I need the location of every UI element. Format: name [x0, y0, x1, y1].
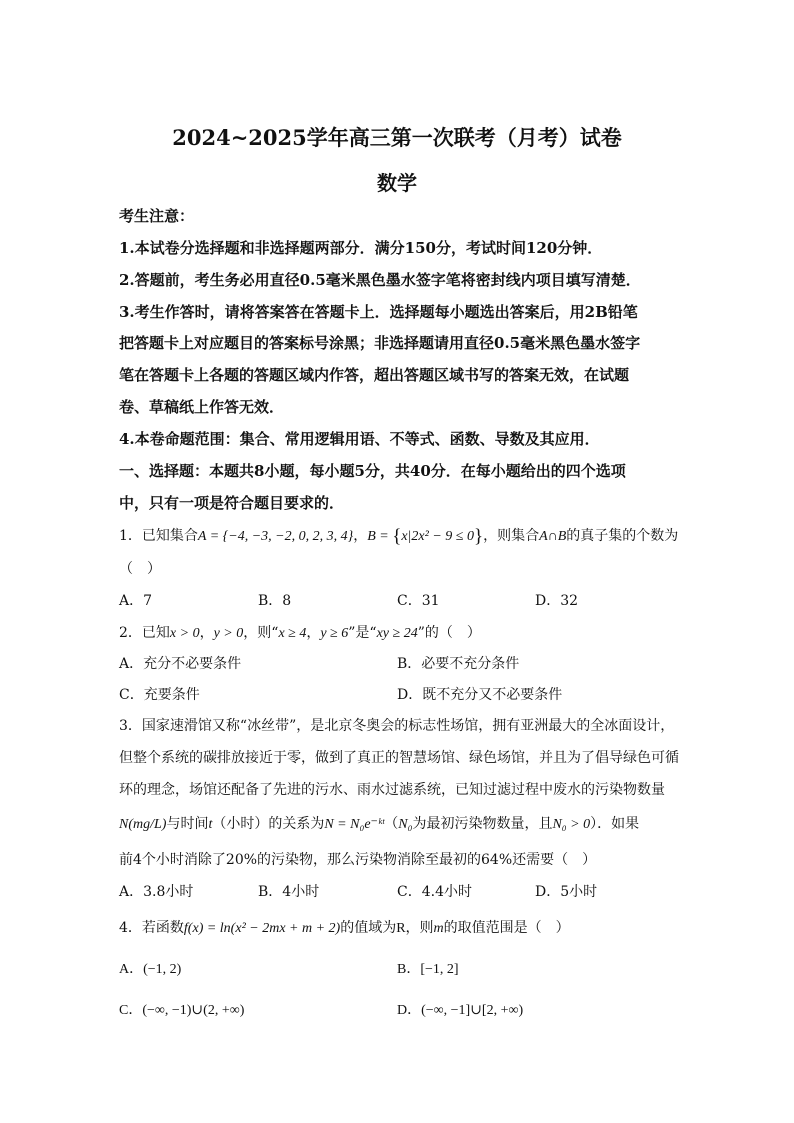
q3-text-b: （小时）的关系为 [212, 816, 325, 832]
section-heading-line-1: 一、选择题：本题共8小题，每小题5分，共40分．在每小题给出的四个选项 [119, 462, 626, 480]
notice-item-3-line-2: 把答题卡上对应题目的答案标号涂黑；非选择题请用直径0.5毫米黑色墨水签字 [119, 334, 641, 352]
q4-option-c: C．(−∞, −1)∪(2, +∞) [119, 1003, 245, 1018]
q2-cond-x4: x ≥ 4 [278, 626, 307, 641]
notice-heading: 考生注意： [119, 207, 195, 225]
q1-option-a: A．7 [119, 593, 153, 609]
q4-text-1: 4．若函数 [119, 920, 184, 936]
q1-set-b-body: x|2x² − 9 ≤ 0 [401, 529, 474, 544]
q3-line-3: 环的理念，场馆还配备了先进的污水、雨水过滤系统，已知过滤过程中废水的污染物数量 [119, 782, 665, 798]
question-1 [119, 526, 678, 547]
notice-item-3-line-1: 3.考生作答时，请将答案答在答题卡上．选择题每小题选出答案后，用2B铅笔 [119, 303, 638, 321]
q2-cond-x: x > 0 [169, 626, 200, 641]
q1-text-tail: 的真子集的个数为 [566, 528, 679, 544]
q3-text-d: 为最初污染物数量，且 [412, 816, 553, 832]
notice-item-3-line-4: 卷、草稿纸上作答无效． [119, 398, 285, 416]
q3-n0: N₀ [398, 817, 413, 832]
q2-option-d: D．既不充分又不必要条件 [397, 687, 563, 703]
q4-option-b: B．[−1, 2] [397, 962, 459, 977]
q4-text-3: ，则 [405, 920, 434, 936]
q3-text-c: （ [384, 816, 399, 832]
q2-text-3: ，则“ [243, 625, 279, 641]
q4-text-2: 的值域为 [340, 920, 397, 936]
exam-title: 2024~2025学年高三第一次联考（月考）试卷 [172, 125, 622, 150]
section-heading-line-2: 中，只有一项是符合题目要求的． [119, 494, 345, 512]
notice-item-1: 1.本试卷分选择题和非选择题两部分．满分150分，考试时间120分钟． [119, 239, 603, 257]
q3-condition: N₀ > 0 [552, 817, 591, 832]
q4-option-a: A．(−1, 2) [119, 962, 182, 977]
q3-option-b: B．4小时 [258, 884, 320, 900]
exam-subject: 数学 [377, 171, 417, 195]
question-2 [119, 623, 481, 644]
q4-text-4: 的取值范围是（ ） [443, 920, 570, 936]
q3-unit: N(mg/L) [119, 817, 167, 832]
q2-text-4: ， [306, 625, 321, 641]
q3-option-a: A．3.8小时 [119, 884, 194, 900]
q2-option-c: C．充要条件 [119, 687, 200, 703]
q3-line-2: 但整个系统的碳排放接近于零，做到了真正的智慧场馆、绿色场馆，并且为了倡导绿色可循 [119, 750, 679, 766]
q1-option-c: C．31 [397, 593, 440, 609]
q3-line-4 [119, 814, 639, 835]
notice-item-3-line-3: 笔在答题卡上各题的答题区域内作答，超出答题区域书写的答案无效，在试题 [119, 366, 630, 384]
q3-text-e: ）．如果 [590, 816, 640, 832]
notice-item-4: 4.本卷命题范围：集合、常用逻辑用语、不等式、函数、导数及其应用． [119, 430, 600, 448]
q2-text-1: 2．已知 [119, 625, 170, 641]
q3-line-5: 前4个小时消除了20%的污染物，那么污染物消除至最初的64%还需要（ ） [119, 852, 597, 868]
q1-set-b-label: B = [367, 529, 393, 544]
q1-sep: ， [353, 528, 368, 544]
q2-text-6: ”的（ ） [417, 625, 481, 641]
q1-number: 1．已知集合 [119, 528, 198, 544]
q3-formula: N = N₀e⁻ᵏᵗ [324, 817, 385, 832]
q1-text-end: ，则集合 [483, 528, 540, 544]
q1-option-b: B．8 [258, 593, 292, 609]
q2-text-5: ”是“ [348, 625, 377, 641]
q4-reals: R [396, 921, 406, 936]
q2-text-2: ， [199, 625, 214, 641]
q3-var-t: t [208, 817, 213, 832]
q1-intersection: A∩B [539, 529, 567, 544]
q3-option-c: C．4.4小时 [397, 884, 472, 900]
q2-cond-xy: xy ≥ 24 [376, 626, 418, 641]
notice-item-2: 2.答题前，考生务必用直径0.5毫米黑色墨水签字笔将密封线内项目填写清楚． [119, 271, 641, 289]
q1-answer-paren: （ ） [119, 561, 161, 577]
q3-option-d: D．5小时 [535, 884, 598, 900]
q1-brace-right: } [473, 526, 484, 547]
q1-option-d: D．32 [535, 593, 579, 609]
q4-option-d: D．(−∞, −1]∪[2, +∞) [397, 1003, 524, 1018]
q3-text-a: 与时间 [166, 816, 209, 832]
q1-set-a: A = {−4, −3, −2, 0, 2, 3, 4} [197, 529, 354, 544]
q1-brace-left: { [392, 526, 402, 547]
q2-option-a: A．充分不必要条件 [119, 656, 242, 672]
q2-cond-y6: y ≥ 6 [320, 626, 349, 641]
q4-var-m: m [433, 921, 444, 936]
q2-cond-y: y > 0 [213, 626, 244, 641]
q4-function: f(x) = ln(x² − 2mx + m + 2) [183, 921, 341, 936]
q2-option-b: B．必要不充分条件 [397, 656, 520, 672]
question-4 [119, 918, 570, 939]
q3-line-1: 3．国家速滑馆又称“冰丝带”，是北京冬奥会的标志性场馆，拥有亚洲最大的全冰面设计， [119, 718, 675, 734]
